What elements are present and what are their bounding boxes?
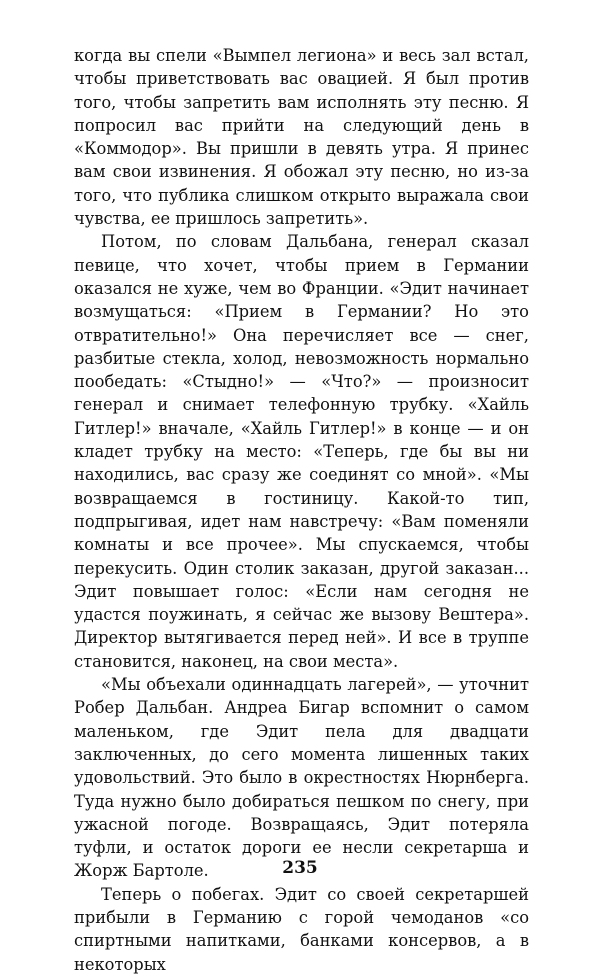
paragraph-3: «Мы объехали одиннадцать лагерей», — уточнит Робер Дальбан. Андреа Бигар вспомнит о самом маленьком, где Эдит пела для двадцати заключенных, до сего момента лишенных таких удовольствий. Это было в окрестностях Нюрнберга. Туда нужно было добираться пешком по снегу, при ужасной погоде. Возвращаясь, Эдит потеряла туфли, и остаток дороги ее несли секретарша и Жорж Бартоле. xyxy=(74,675,529,881)
paragraph-1: когда вы спели «Вымпел легиона» и весь зал встал, чтобы приветствовать вас овацией. Я был против того, чтобы запретить вам исполнять эту песню. Я попросил вас прийти на следующий день в «Коммодор». Вы пришли в девять утра. Я принес вам свои извинения. Я обожал эту песню, но из-за того, что публика слишком открыто выражала свои чувства, ее пришлось запретить». xyxy=(74,46,529,229)
paragraph-4: Теперь о побегах. Эдит со своей секретаршей прибыли в Германию с горой чемоданов «со спиртными напитками, банками консервов, а в некоторых xyxy=(74,884,529,974)
paragraph-2: Потом, по словам Дальбана, генерал сказал певице, что хочет, чтобы прием в Германии оказался не хуже, чем во Франции. «Эдит начинает возмущаться: «Прием в Германии? Но это отвратительно!» Она перечисляет все — снег, разбитые стекла, холод, невозможность нормально пообедать: «Стыдно!» — «Что?» — произносит генерал и снимает телефонную трубку. «Хайль Гитлер!» вначале, «Хайль Гитлер!» в конце — и он кладет трубку на место: «Теперь, где бы вы ни находились, вас сразу же соединят со мной». «Мы возвращаемся в гостиницу. Какой-то тип, подпрыгивая, идет нам навстречу: «Вам поменяли комнаты и все прочее». Мы спускаемся, чтобы перекусить. Один столик заказан, другой заказан... Эдит повышает голос: «Если нам сегодня не удастся поужинать, я сейчас же вызову Вештера». Директор вытягивается перед ней». И все в труппе становится, наконец, на свои места». xyxy=(74,232,529,671)
page-body xyxy=(74,44,529,976)
page-number: 235 xyxy=(282,858,318,878)
